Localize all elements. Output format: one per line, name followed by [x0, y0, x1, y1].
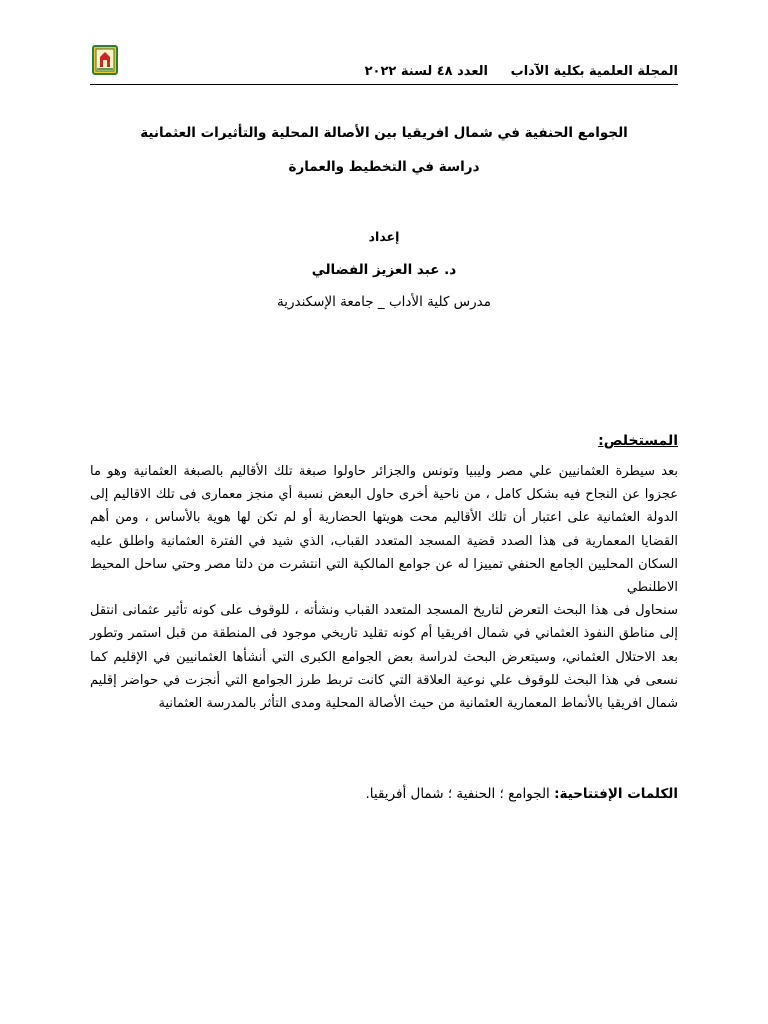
abstract-body [90, 460, 678, 715]
keywords-line [90, 786, 678, 802]
running-header [90, 64, 678, 84]
issue-info: العدد ٤٨ لسنة ٢٠٢٢ [364, 64, 488, 79]
journal-name: المجلة العلمية بكلية الآداب [510, 64, 678, 79]
abstract-paragraph-2: سنحاول فى هذا البحث التعرض لتاريخ المسجد المتعدد القباب ونشأته ، للوقوف على كونه تأثير عثمانى انتقل إلى مناطق النفوذ العثماني في شمال افريقيا أم كونه تقليد تاريخي موجود فى المنطقة من قبل استمر وتطور بعد الاحتلال العثماني، وسيتعرض البحث لدراسة بعض الجوامع الكبرى التي أنشأها العثمانيين في الإقليم كما نسعى في هذا البحث للوقوف علي نوعية العلاقة التي كانت تربط طرز الجوامع التي أنجزت في حواضر إقليم شمال افريقيا بالأنماط المعمارية العثمانية من حيث الأصالة المحلية ومدى التأثر بالمدرسة العثمانية [90, 603, 678, 712]
header-divider [90, 84, 678, 85]
abstract-paragraph-1: بعد سيطرة العثمانيين علي مصر وليبيا وتونس والجزائر حاولوا صبغة تلك الأقاليم بالصبغة العثمانية وهو ما عجزوا عن النجاح فيه بشكل كامل ، من ناحية أخرى حاول البعض نسبة أي منجز معمارى فى تلك الاقاليم إلى الدولة العثمانية على اعتبار أن تلك الأقاليم محت هويتها الحضارية أو لم تكن لها هوية بالأساس ، ومن أهم القضايا المعمارية فى هذا الصدد قضية المسجد المتعدد القباب، الذي شيد في الفترة العثمانية واطلق عليه السكان المحليين الجامع الحنفي تمييزا له عن جوامع المالكية التي انتشرت من دلتا مصر وحتي ساحل المحيط الاطلنطي [90, 464, 678, 596]
keywords-value: الجوامع ؛ الحنفية ؛ شمال أفريقيا. [365, 786, 550, 802]
author-name: د. عبد العزيز الفضالي [311, 262, 457, 278]
paper-subtitle: دراسة في التخطيط والعمارة [288, 159, 480, 175]
keywords-label: الكلمات الإفتتاحية: [554, 786, 678, 802]
prepared-by-label: إعداد [368, 229, 400, 244]
paper-title: الجوامع الحنفية في شمال افريقيا بين الأصالة المحلية والتأثيرات العثمانية [140, 125, 628, 141]
abstract-heading: المستخلص: [598, 433, 678, 449]
author-affiliation: مدرس كلية الأداب _ جامعة الإسكندرية [277, 294, 491, 310]
